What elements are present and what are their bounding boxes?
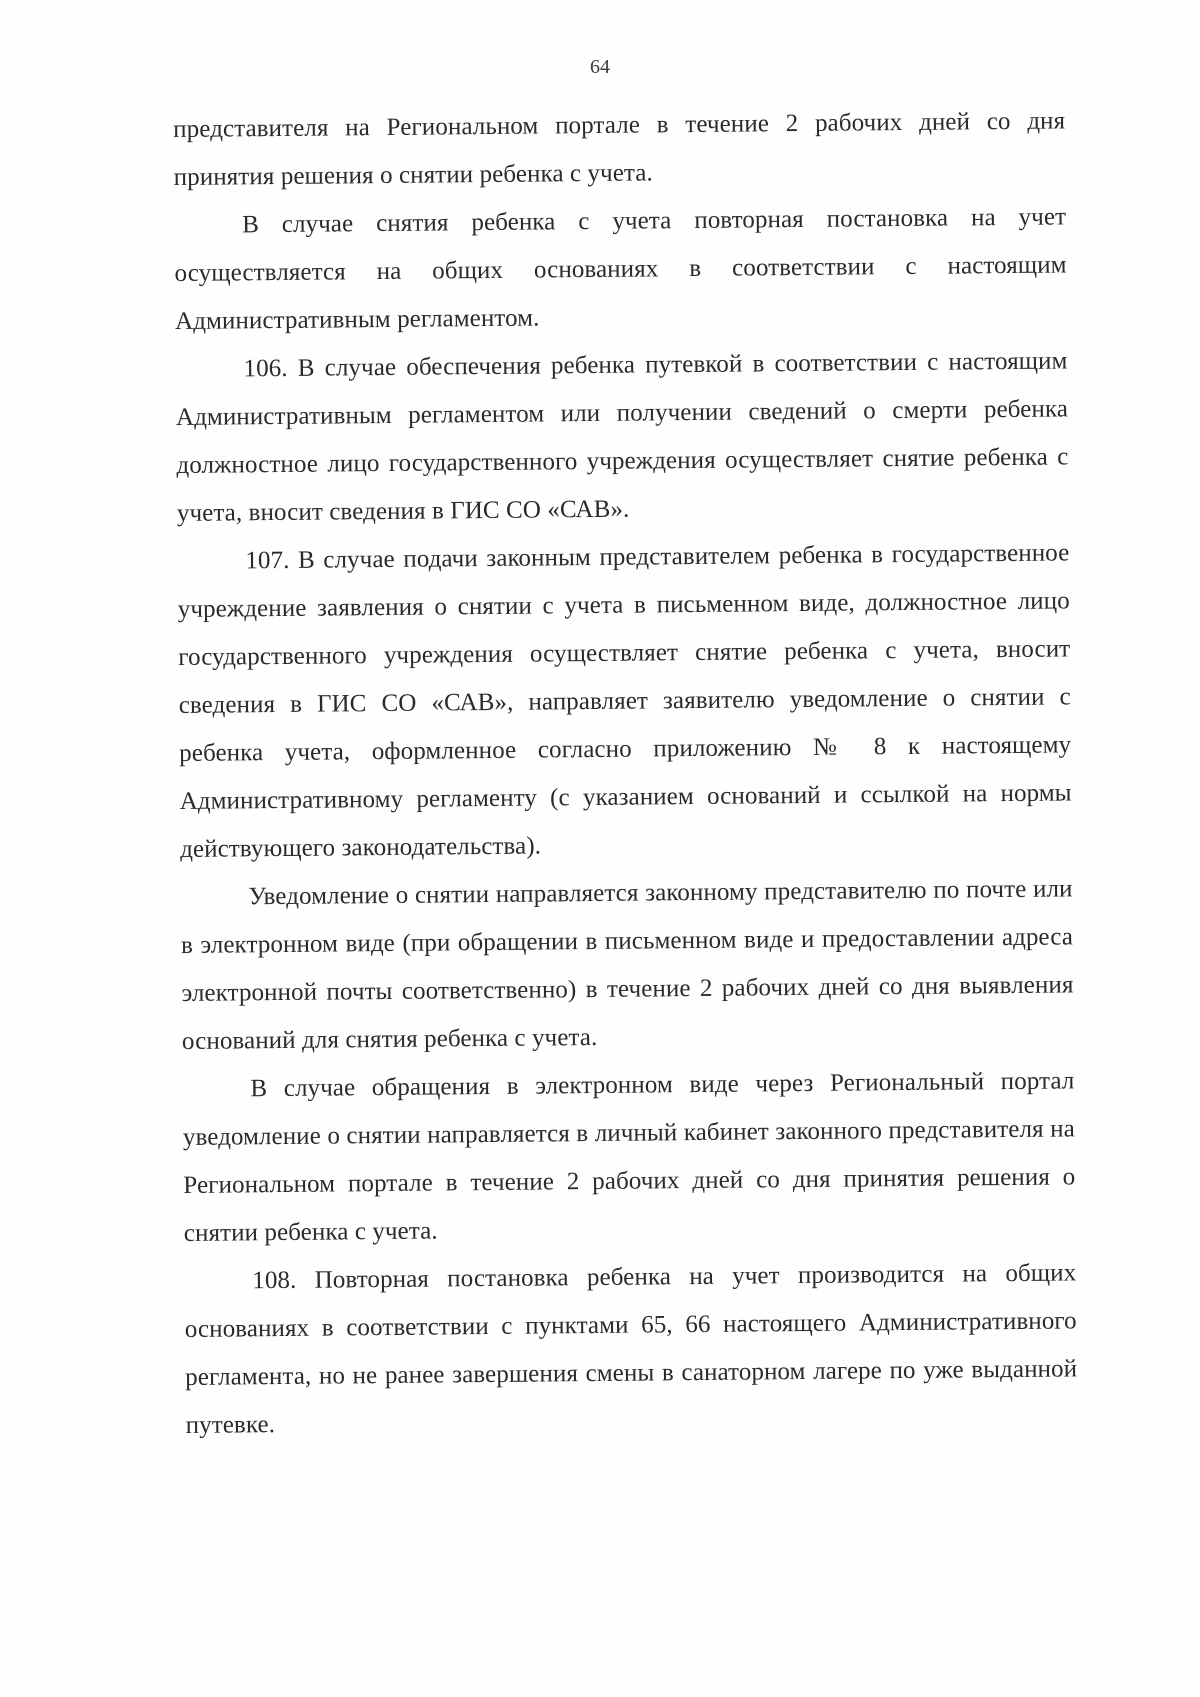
paragraph-repeat-registration: В случае снятия ребенка с учета повторная постановка на учет осуществляется на общих основаниях в соответствии с настоящим Административным регламентом.: [174, 203, 1067, 335]
paragraph-106: 106. В случае обеспечения ребенка путевкой в соответствии с настоящим Административным регламентом или получении сведений о смерти ребенка должностное лицо государственного учреждения осуществляет снятие ребенка с учета, вносит сведения в ГИС СО «САВ».: [175, 347, 1069, 527]
paragraph-notification: Уведомление о снятии направляется законному представителю по почте или в электронном виде (при обращении в письменном виде и предоставлении адреса электронной почты соответственно) в течение 2 рабочих дней со дня выявления оснований для снятия ребенка с учета.: [180, 875, 1074, 1055]
document-body: [173, 97, 1078, 1450]
page-number: 64: [590, 56, 610, 78]
paragraph-electronic-notification: В случае обращения в электронном виде через Региональный портал уведомление о снятии направляется в личный кабинет законного представителя на Региональном портале в течение 2 рабочих дней со дня принятия решения о снятии ребенка с учета.: [182, 1067, 1076, 1247]
paragraph-continuation: представителя на Региональном портале в течение 2 рабочих дней со дня принятия решения о снятии ребенка с учета.: [173, 107, 1066, 191]
paragraph-107: 107. В случае подачи законным представителем ребенка в государственное учреждение заявления о снятии с учета в письменном виде, должностное лицо государственного учреждения осуществляет снятие ребенка с учета, вносит сведения в ГИС СО «САВ», направляет заявителю уведомление о снятии с ребенка учета, оформленное согласно приложению № 8 к настоящему Административному регламенту (с указанием оснований и ссылкой на нормы действующего законодательства).: [177, 539, 1072, 863]
paragraph-108: 108. Повторная постановка ребенка на учет производится на общих основаниях в соответствии с пунктами 65, 66 настоящего Административного регламента, но не ранее завершения смены в санаторном лагере по уже выданной путевке.: [184, 1259, 1078, 1439]
